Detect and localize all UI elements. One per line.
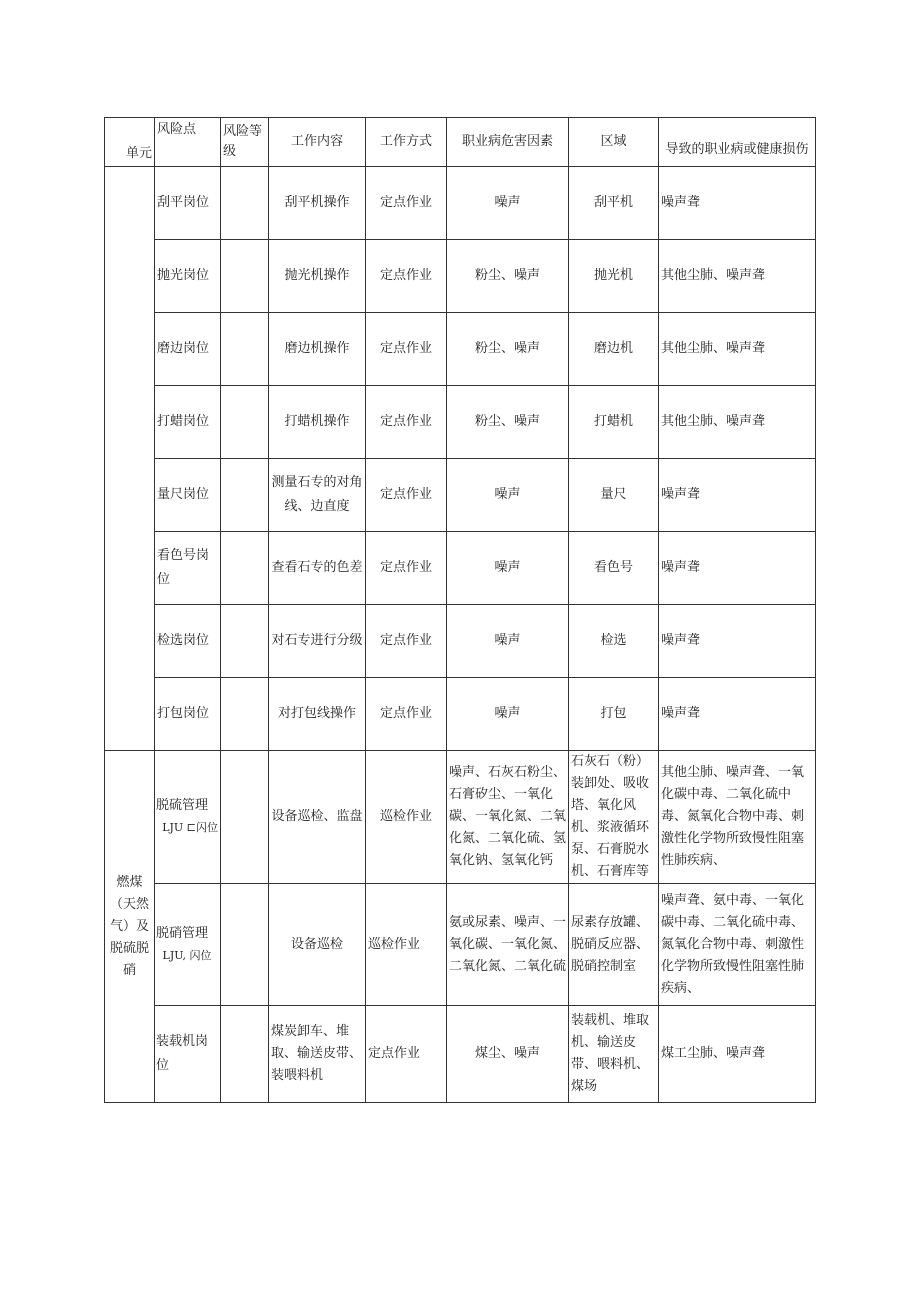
risk-point-suffix: LJU ⊏闪位 — [162, 821, 218, 834]
area-cell: 抛光机 — [569, 240, 659, 313]
work-mode-cell: 定点作业 — [366, 532, 447, 605]
hazard-cell: 噪声 — [447, 167, 569, 240]
header-work-mode: 工作方式 — [366, 118, 447, 167]
disease-cell: 噪声聋 — [659, 605, 816, 678]
table-row — [105, 240, 816, 313]
unit-cell-fuel-desulfurization: 燃煤（天然气）及脱硫脱硝 — [105, 751, 155, 1103]
risk-level-cell — [221, 605, 269, 678]
risk-point-cell — [155, 1006, 221, 1103]
area-cell: 打蜡机 — [569, 386, 659, 459]
table-row — [105, 313, 816, 386]
table-row — [105, 884, 816, 1006]
work-mode-cell: 巡检作业 — [366, 751, 447, 884]
work-content-cell: 设备巡检 — [269, 884, 366, 1006]
work-mode-cell: 定点作业 — [366, 240, 447, 313]
risk-point-cell: 打蜡岗位 — [155, 386, 221, 459]
work-content-cell: 抛光机操作 — [269, 240, 366, 313]
table-row — [105, 751, 816, 884]
hazard-cell: 噪声、石灰石粉尘、石膏矽尘、一氧化碳、一氧化氮、二氧化氮、二氧化硫、氢氧化钠、氢氧化钙 — [447, 751, 569, 884]
risk-level-cell — [221, 751, 269, 884]
work-content-cell: 测量石专的对角线、边直度 — [269, 459, 366, 532]
risk-point-cell: 磨边岗位 — [155, 313, 221, 386]
work-content-cell: 对石专进行分级 — [269, 605, 366, 678]
risk-point-cell — [155, 884, 221, 1006]
work-content-cell: 打蜡机操作 — [269, 386, 366, 459]
hazard-cell: 粉尘、噪声 — [447, 240, 569, 313]
risk-point-cell: 量尺岗位 — [155, 459, 221, 532]
occupational-risk-table — [104, 117, 816, 1103]
header-unit: 单元 — [105, 118, 155, 167]
work-mode-cell: 定点作业 — [366, 313, 447, 386]
header-hazard-factor: 职业病危害因素 — [447, 118, 569, 167]
hazard-cell: 噪声 — [447, 678, 569, 751]
area-cell: 石灰石（粉）装卸处、吸收塔、氧化风机、浆液循环泵、石膏脱水机、石膏库等 — [569, 751, 659, 884]
area-cell: 检选 — [569, 605, 659, 678]
risk-point-name: 装载机岗位 — [156, 1034, 209, 1073]
disease-cell: 煤工尘肺、噪声聋 — [659, 1006, 816, 1103]
header-risk-point: 风险点 — [155, 118, 221, 167]
risk-level-cell — [221, 313, 269, 386]
hazard-cell: 噪声 — [447, 605, 569, 678]
table-row — [105, 167, 816, 240]
unit-cell-empty — [105, 167, 155, 751]
risk-point-name: 脱硝管理 — [156, 925, 209, 941]
risk-level-cell — [221, 386, 269, 459]
area-cell: 打包 — [569, 678, 659, 751]
area-cell: 装载机、堆取机、输送皮带、喂料机、煤场 — [569, 1006, 659, 1103]
area-cell: 尿素存放罐、脱硝反应器、脱硝控制室 — [569, 884, 659, 1006]
table-row — [105, 1006, 816, 1103]
risk-point-name: 脱硫管理 — [156, 798, 209, 813]
risk-point-cell: 看色号岗位 — [155, 532, 221, 605]
disease-cell: 噪声聋 — [659, 532, 816, 605]
hazard-cell: 噪声 — [447, 459, 569, 532]
risk-point-cell: 检选岗位 — [155, 605, 221, 678]
risk-point-cell — [155, 751, 221, 884]
work-content-cell: 查看石专的色差 — [269, 532, 366, 605]
disease-cell: 其他尘肺、噪声聋 — [659, 386, 816, 459]
risk-level-cell — [221, 678, 269, 751]
work-mode-cell: 巡检作业 — [366, 884, 447, 1006]
hazard-cell: 氨或尿素、噪声、一氧化碳、一氧化氮、二氧化氮、二氧化硫 — [447, 884, 569, 1006]
work-mode-cell: 定点作业 — [366, 459, 447, 532]
risk-level-cell — [221, 884, 269, 1006]
table-row — [105, 459, 816, 532]
work-mode-cell: 定点作业 — [366, 167, 447, 240]
risk-level-cell — [221, 459, 269, 532]
disease-cell: 噪声聋 — [659, 459, 816, 532]
risk-point-cell: 刮平岗位 — [155, 167, 221, 240]
header-area: 区域 — [569, 118, 659, 167]
header-work-content: 工作内容 — [269, 118, 366, 167]
work-mode-cell: 定点作业 — [366, 605, 447, 678]
area-cell: 量尺 — [569, 459, 659, 532]
work-content-cell: 煤炭卸车、堆取、输送皮带、装喂料机 — [269, 1006, 366, 1103]
disease-cell: 噪声聋 — [659, 678, 816, 751]
risk-point-cell: 抛光岗位 — [155, 240, 221, 313]
area-cell: 磨边机 — [569, 313, 659, 386]
table-row — [105, 386, 816, 459]
work-content-cell: 设备巡检、监盘 — [269, 751, 366, 884]
table-row — [105, 605, 816, 678]
work-mode-cell: 定点作业 — [366, 1006, 447, 1103]
risk-point-cell: 打包岗位 — [155, 678, 221, 751]
work-mode-cell: 定点作业 — [366, 386, 447, 459]
work-content-cell: 磨边机操作 — [269, 313, 366, 386]
risk-level-cell — [221, 167, 269, 240]
disease-cell: 其他尘肺、噪声聋 — [659, 240, 816, 313]
risk-level-cell — [221, 240, 269, 313]
risk-point-suffix: LJU, 闪位 — [162, 948, 212, 962]
hazard-cell: 粉尘、噪声 — [447, 313, 569, 386]
area-cell: 刮平机 — [569, 167, 659, 240]
table-row — [105, 678, 816, 751]
risk-level-cell — [221, 532, 269, 605]
area-cell: 看色号 — [569, 532, 659, 605]
disease-cell: 噪声聋、氨中毒、一氧化碳中毒、二氧化硫中毒、氮氧化合物中毒、刺激性化学物所致慢性阻塞性肺疾病、 — [659, 884, 816, 1006]
table-header-row — [105, 118, 816, 167]
table-row — [105, 532, 816, 605]
work-mode-cell: 定点作业 — [366, 678, 447, 751]
work-content-cell: 对打包线操作 — [269, 678, 366, 751]
risk-level-cell — [221, 1006, 269, 1103]
disease-cell: 其他尘肺、噪声聋、一氧化碳中毒、二氧化硫中毒、氮氧化合物中毒、刺激性化学物所致慢性阻塞性肺疾病、 — [659, 751, 816, 884]
header-disease: 导致的职业病或健康损伤 — [659, 118, 816, 167]
disease-cell: 噪声聋 — [659, 167, 816, 240]
header-risk-level: 风险等级 — [221, 118, 269, 167]
hazard-cell: 煤尘、噪声 — [447, 1006, 569, 1103]
hazard-cell: 噪声 — [447, 532, 569, 605]
disease-cell: 其他尘肺、噪声聋 — [659, 313, 816, 386]
hazard-cell: 粉尘、噪声 — [447, 386, 569, 459]
work-content-cell: 刮平机操作 — [269, 167, 366, 240]
